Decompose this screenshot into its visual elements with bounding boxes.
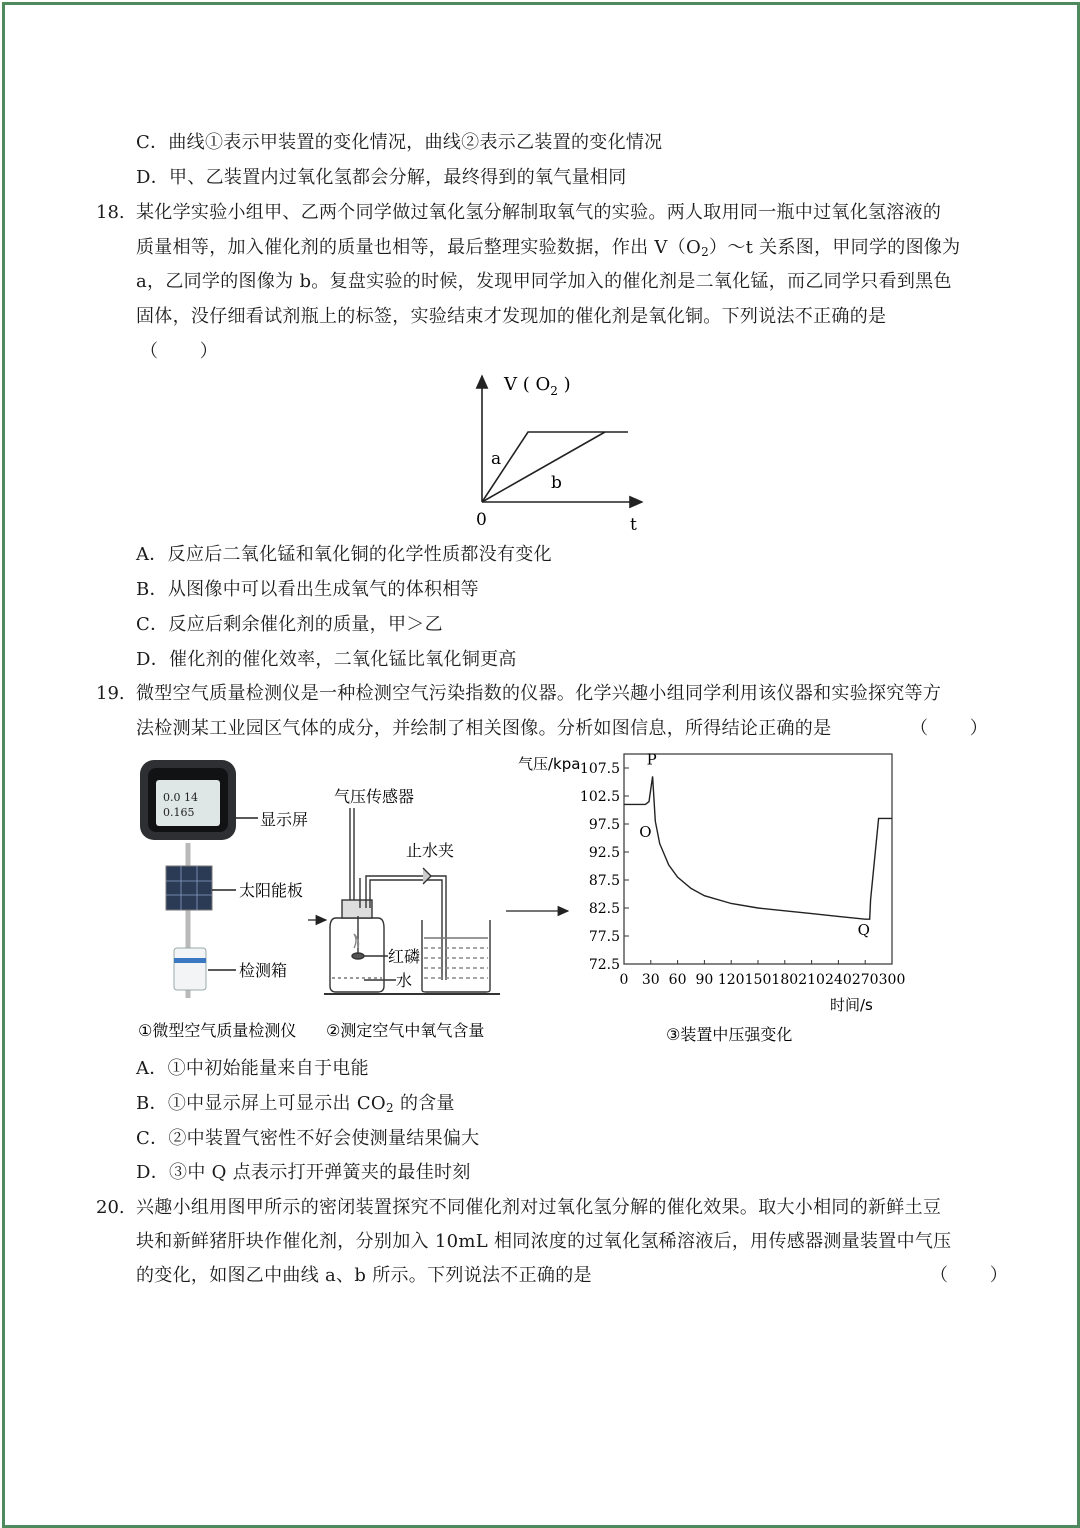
detection-box — [174, 948, 206, 990]
q20-stem-line-2: 块和新鲜猪肝块作催化剂，分别加入 10mL 相同浓度的过氧化氢稀溶液后，用传感器测量装置中气压 — [136, 1231, 952, 1252]
q18-option-c: C．反应后剩余催化剂的质量，甲＞乙 — [136, 614, 443, 635]
pressure-x-tick-label: 60 — [668, 972, 687, 988]
fig2-caption: ②测定空气中氧气含量 — [326, 1021, 485, 1040]
q18-option-a: A．反应后二氧化锰和氧化铜的化学性质都没有变化 — [136, 544, 552, 565]
q20-answer-bracket: （ ） — [930, 1265, 1026, 1286]
pressure-y-tick-label: 87.5 — [588, 873, 620, 889]
q19-option-b: B．①中显示屏上可显示出 $CO_2$ 的含量 — [136, 1093, 455, 1115]
q19-number: 19. — [96, 683, 125, 704]
q19-stem-line-1: 微型空气质量检测仪是一种检测空气污染指数的仪器。化学兴趣小组同学利用该仪器和实验探究等方 — [136, 683, 942, 704]
q19-answer-bracket: （ ） — [910, 718, 1006, 739]
pressure-y-tick-label: 82.5 — [588, 901, 620, 917]
q17-option-c: C．曲线①表示甲装置的变化情况，曲线②表示乙装置的变化情况 — [136, 132, 663, 153]
detection-box-label: 检测箱 — [239, 961, 288, 980]
q18-x-label: t — [630, 515, 637, 534]
pressure-chart-frame — [624, 754, 892, 964]
water-clamp-label: 止水夹 — [406, 841, 455, 860]
pressure-x-tick-label: 120 — [717, 972, 745, 988]
pressure-y-tick-label: 97.5 — [588, 817, 620, 833]
pressure-point-P-label: P — [646, 750, 657, 769]
oxygen-measurement-apparatus — [324, 808, 500, 994]
q18-stem-line-2: 质量相等，加入催化剂的质量也相等，最后整理实验数据，作出 $V(O_2)\sim t$ 关系图，甲同学的图像为 — [136, 237, 961, 259]
q18-y-label: V ( $O_2$ ) — [504, 374, 571, 398]
pressure-chart — [518, 750, 905, 1044]
q20-stem-line-3: 的变化，如图乙中曲线 a、b 所示。下列说法不正确的是 — [136, 1265, 592, 1286]
fig3-caption: ③装置中压强变化 — [666, 1025, 793, 1044]
pressure-sensor-label: 气压传感器 — [334, 787, 415, 806]
q18-curve-a-label: a — [491, 449, 502, 469]
water-label: 水 — [396, 971, 413, 990]
q19-option-c: C．②中装置气密性不好会使测量结果偏大 — [136, 1128, 480, 1149]
pressure-y-tick-label: 102.5 — [579, 789, 620, 805]
pressure-x-tick-label: 30 — [641, 972, 660, 988]
q18-stem-line-3: a，乙同学的图像为 b。复盘实验的时候，发现甲同学加入的催化剂是二氧化锰，而乙同学只看到黑色 — [136, 271, 952, 292]
q18-stem-line-1: 某化学实验小组甲、乙两个同学做过氧化氢分解制取氧气的实验。两人取用同一瓶中过氧化氢溶液的 — [136, 202, 942, 223]
q18-volume-time-graph — [460, 368, 660, 534]
solar-panel — [166, 866, 212, 910]
svg-text:0.165: 0.165 — [163, 806, 195, 819]
fig1-caption: ①微型空气质量检测仪 — [138, 1021, 297, 1040]
q19-option-a: A．①中初始能量来自于电能 — [136, 1058, 369, 1079]
screen-label: 显示屏 — [260, 810, 309, 829]
pressure-x-tick-label: 180 — [771, 972, 799, 988]
svg-text:0.0 14: 0.0 14 — [163, 791, 198, 804]
q20-stem-line-1: 兴趣小组用图甲所示的密闭装置探究不同催化剂对过氧化氢分解的催化效果。取大小相同的新鲜土豆 — [136, 1197, 942, 1218]
q18-stem-line-4: 固体，没仔细看试剂瓶上的标签，实验结束才发现加的催化剂是氧化铜。下列说法不正确的是 — [136, 306, 887, 327]
pressure-y-tick-label: 92.5 — [588, 845, 620, 861]
pressure-point-O-label: O — [639, 823, 652, 842]
q18-option-d: D．催化剂的催化效率，二氧化锰比氧化铜更高 — [136, 649, 517, 670]
pressure-x-tick-label: 240 — [825, 972, 852, 988]
q18-number: 18. — [96, 202, 125, 223]
pressure-x-tick-label: 90 — [695, 972, 714, 988]
q18-curve-b-label: b — [551, 473, 562, 493]
pressure-point-Q-label: Q — [857, 921, 870, 940]
pressure-y-tick-label: 77.5 — [588, 929, 620, 945]
q19-figure-panel — [130, 748, 920, 1048]
pressure-x-tick-label: 0 — [619, 972, 629, 988]
pressure-y-label: 气压/kpa — [518, 755, 581, 773]
q18-origin-label: 0 — [476, 510, 487, 530]
q18-option-b: B．从图像中可以看出生成氧气的体积相等 — [136, 579, 479, 600]
q18-answer-bracket: （ ） — [140, 341, 236, 362]
q17-option-d: D．甲、乙装置内过氧化氢都会分解，最终得到的氧气量相同 — [136, 167, 627, 188]
pressure-x-tick-label: 210 — [798, 972, 825, 988]
q19-stem-line-2: 法检测某工业园区气体的成分，并绘制了相关图像。分析如图信息，所得结论正确的是 — [136, 718, 832, 739]
q19-option-d: D．③中 Q 点表示打开弹簧夹的最佳时刻 — [136, 1162, 471, 1183]
pressure-x-tick-label: 270 — [851, 972, 879, 988]
pressure-x-tick-label: 150 — [744, 972, 772, 988]
solar-panel-label: 太阳能板 — [239, 881, 304, 900]
red-phosphorus-label: 红磷 — [388, 947, 421, 966]
q20-number: 20. — [96, 1197, 125, 1218]
pressure-x-label: 时间/s — [830, 996, 873, 1014]
pressure-curve — [624, 776, 892, 919]
pressure-y-tick-label: 107.5 — [579, 761, 620, 777]
pressure-y-tick-label: 72.5 — [588, 957, 620, 973]
pressure-x-tick-label: 300 — [878, 972, 906, 988]
pressure-y-ticks — [580, 761, 629, 973]
